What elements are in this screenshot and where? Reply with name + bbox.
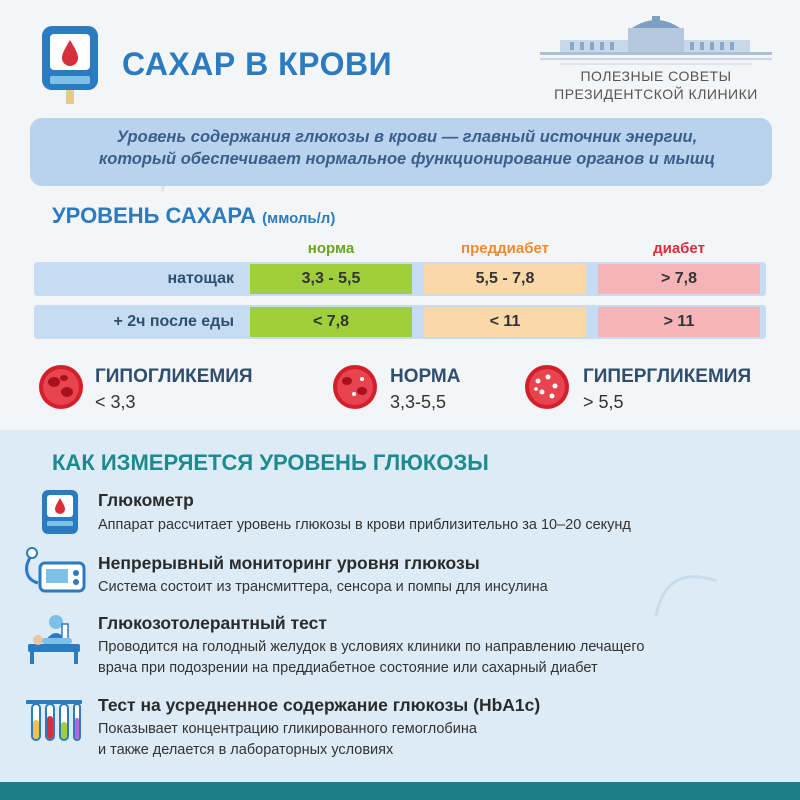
method-desc-line: врача при подозрении на преддиабетное состояние или сахарный диабет: [98, 660, 598, 676]
sugar-level-title: [52, 203, 335, 229]
clinic-tagline-2: ПРЕЗИДЕНТСКОЙ КЛИНИКИ: [554, 86, 758, 102]
indicator-hyperglycemia-value: > 5,5: [583, 392, 624, 412]
indicator-hyperglycemia-title: ГИПЕРГЛИКЕМИЯ: [583, 366, 752, 387]
clinic-building-icon: [540, 14, 772, 68]
glucometer-icon: [36, 488, 86, 538]
method-desc-monitoring: Система состоит из трансмиттера, сенсора и помпы для инсулина: [98, 579, 548, 595]
patient-bed-icon: [24, 612, 84, 666]
method-title-monitoring: Непрерывный мониторинг уровня глюкозы: [98, 553, 480, 573]
indicator-norm-value: 3,3-5,5: [390, 392, 447, 412]
blood-cells-icon: [524, 364, 570, 410]
bottom-strip: [0, 782, 800, 800]
method-title-glucometer: Глюкометр: [98, 490, 194, 510]
methods-title: КАК ИЗМЕРЯЕТСЯ УРОВЕНЬ ГЛЮКОЗЫ: [52, 450, 489, 475]
cell-after-meal-norm: < 7,8: [250, 307, 412, 337]
method-desc-tolerance-test: [98, 637, 778, 679]
column-header-norm: норма: [307, 240, 355, 257]
method-desc-line: Показывает концентрацию гликированного гемоглобина: [98, 721, 477, 737]
method-desc-hba1c: [98, 719, 778, 761]
indicator-hypoglycemia-title: ГИПОГЛИКЕМИЯ: [95, 366, 253, 387]
glucometer-logo-icon: [38, 22, 102, 106]
method-title-hba1c: Тест на усредненное содержание глюкозы (HbA1c): [98, 695, 541, 715]
indicator-hypoglycemia-value: < 3,3: [95, 392, 136, 412]
page-title: САХАР В КРОВИ: [122, 46, 393, 82]
intro-line-2: который обеспечивает нормальное функционирование органов и мышц: [98, 150, 716, 168]
cell-after-meal-diabetes: > 11: [598, 307, 760, 337]
method-title-tolerance-test: Глюкозотолерантный тест: [98, 613, 327, 633]
intro-text: [52, 126, 762, 170]
test-tubes-icon: [24, 696, 84, 744]
method-desc-glucometer: Аппарат рассчитает уровень глюкозы в крови приблизительно за 10–20 секунд: [98, 517, 631, 533]
row-label-after-meal: + 2ч после еды: [113, 313, 234, 330]
indicator-norm-title: НОРМА: [390, 366, 461, 387]
monitor-icon: [22, 545, 88, 595]
sugar-level-heading: УРОВЕНЬ САХАРА: [52, 203, 256, 228]
blood-cells-icon: [38, 364, 84, 410]
row-label-fasting: натощак: [167, 270, 234, 287]
cell-fasting-diabetes: > 7,8: [598, 264, 760, 294]
blood-cells-icon: [332, 364, 378, 410]
intro-line-1: Уровень содержания глюкозы в крови — главный источник энергии,: [116, 128, 698, 146]
cell-after-meal-prediabetes: < 11: [424, 307, 586, 337]
cell-fasting-norm: 3,3 - 5,5: [250, 264, 412, 294]
column-header-prediabetes: преддиабет: [461, 240, 549, 257]
cell-fasting-prediabetes: 5,5 - 7,8: [424, 264, 586, 294]
clinic-tagline-1: ПОЛЕЗНЫЕ СОВЕТЫ: [580, 68, 732, 84]
method-desc-line: и также делается в лабораторных условиях: [98, 742, 394, 758]
sugar-level-unit: (ммоль/л): [262, 210, 336, 227]
column-header-diabetes: диабет: [653, 240, 705, 257]
method-desc-line: Проводится на голодный желудок в условиях клиники по направлению лечащего: [98, 639, 645, 655]
